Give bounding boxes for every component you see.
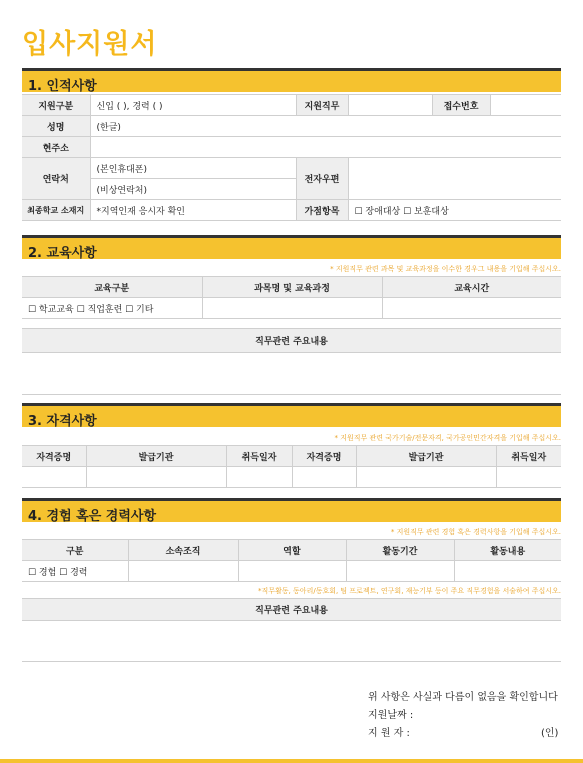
- experience-type-options[interactable]: ☐ 경험 ☐ 경력: [22, 561, 128, 582]
- cert-name-field[interactable]: [22, 467, 86, 488]
- cert-name-header: 자격증명: [22, 446, 86, 467]
- course-name-header: 과목명 및 교육과정: [202, 277, 382, 298]
- activity-header: 활동내용: [454, 540, 561, 561]
- role-header: 역할: [238, 540, 346, 561]
- section-heading-certification: 3. 자격사항: [22, 403, 561, 427]
- contact-emergency-field[interactable]: (비상연락처): [90, 179, 296, 200]
- section-heading-education: 2. 교육사항: [22, 235, 561, 259]
- applicant-label: 지 원 자 :: [368, 728, 410, 739]
- education-type-options[interactable]: ☐ 학교교육 ☐ 직업훈련 ☐ 기타: [22, 298, 202, 319]
- experience-table: [22, 539, 561, 582]
- school-location-field[interactable]: *지역인재 응시자 확인: [90, 200, 296, 221]
- education-type-header: 교육구분: [22, 277, 202, 298]
- school-location-label: 최종학교 소재지: [22, 200, 90, 221]
- course-name-field[interactable]: [202, 298, 382, 319]
- bonus-options[interactable]: ☐ 장애대상 ☐ 보훈대상: [348, 200, 561, 221]
- page-title: 입사지원서: [22, 29, 158, 60]
- period-header: 활동기간: [346, 540, 454, 561]
- address-field[interactable]: [90, 137, 561, 158]
- name-field[interactable]: (한글): [90, 116, 561, 137]
- cert-date-header: 취득일자: [226, 446, 292, 467]
- divider: [22, 394, 561, 395]
- education-hours-header: 교육시간: [382, 277, 561, 298]
- receipt-number-field[interactable]: [490, 95, 561, 116]
- cert-issuer-field-2[interactable]: [356, 467, 496, 488]
- date-label: 지원날짜 :: [368, 710, 414, 721]
- seal-text: (인): [541, 728, 559, 739]
- organization-field[interactable]: [128, 561, 238, 582]
- name-label: 성명: [22, 116, 90, 137]
- activity-field[interactable]: [454, 561, 561, 582]
- bottom-accent-bar: [0, 759, 583, 763]
- cert-issuer-header: 발급기관: [86, 446, 226, 467]
- certification-note: * 지원직무 관련 국가기술/전문자격, 국가공인민간자격을 기입해 주십시오.: [334, 434, 561, 442]
- education-main-content: [22, 328, 561, 353]
- apply-duty-label: 지원직무: [296, 95, 348, 116]
- education-table: [22, 276, 561, 319]
- cert-issuer-field[interactable]: [86, 467, 226, 488]
- apply-duty-field[interactable]: [348, 95, 432, 116]
- personal-info-table: [22, 94, 561, 221]
- cert-issuer-header-2: 발급기관: [356, 446, 496, 467]
- section-heading-personal: 1. 인적사항: [22, 68, 561, 92]
- contact-mobile-field[interactable]: (본인휴대폰): [90, 158, 296, 179]
- experience-note-2: *직무활동, 동아리/동호회, 팀 프로젝트, 연구회, 재능기부 등이 주요 직무경험을 서술하여 주십시오.: [258, 587, 561, 595]
- bonus-label: 가점항목: [296, 200, 348, 221]
- email-label: 전자우편: [296, 158, 348, 200]
- cert-date-field-2[interactable]: [496, 467, 561, 488]
- apply-type-label: 지원구분: [22, 95, 90, 116]
- divider: [22, 661, 561, 662]
- cert-name-field-2[interactable]: [292, 467, 356, 488]
- confirmation-text: 위 사항은 사실과 다름이 없음을 확인합니다: [368, 692, 558, 703]
- cert-date-field[interactable]: [226, 467, 292, 488]
- contact-label: 연락처: [22, 158, 90, 200]
- experience-main-content: [22, 598, 561, 621]
- education-main-content-label: 직무관련 주요내용: [22, 329, 561, 353]
- section-heading-experience: 4. 경험 혹은 경력사항: [22, 498, 561, 522]
- receipt-number-label: 접수번호: [432, 95, 490, 116]
- experience-note: * 지원직무 관련 경험 혹은 경력사항을 기입해 주십시오.: [390, 528, 561, 536]
- experience-type-header: 구분: [22, 540, 128, 561]
- role-field[interactable]: [238, 561, 346, 582]
- address-label: 현주소: [22, 137, 90, 158]
- cert-date-header-2: 취득일자: [496, 446, 561, 467]
- organization-header: 소속조직: [128, 540, 238, 561]
- experience-main-content-label: 직무관련 주요내용: [22, 599, 561, 621]
- email-field[interactable]: [348, 158, 561, 200]
- certification-table: [22, 445, 561, 488]
- education-note: * 지원직무 관련 과목 및 교육과정을 이수한 경우그 내용을 기입해 주십시오.: [330, 265, 561, 273]
- period-field[interactable]: [346, 561, 454, 582]
- cert-name-header-2: 자격증명: [292, 446, 356, 467]
- apply-type-field[interactable]: 신입 ( ), 경력 ( ): [90, 95, 296, 116]
- education-hours-field[interactable]: [382, 298, 561, 319]
